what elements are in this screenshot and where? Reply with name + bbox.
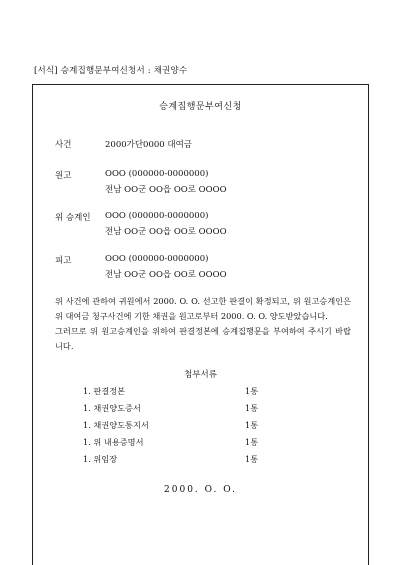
attachment-qty: 1통 <box>245 454 259 464</box>
document-frame <box>32 84 369 565</box>
defendant-name: OOO (000000-0000000) <box>105 254 209 264</box>
body-paragraph: 위 사건에 관하여 귀원에서 2000. O. O. 선고한 판결이 확정되고, 위 원고승계인은 위 대여금 청구사건에 기한 채권을 원고로부터 2000. O. O. 양도받았습니다. <box>55 296 351 321</box>
defendant-label: 피고 <box>55 256 72 266</box>
attachment-name: 1. 판결정본 <box>83 386 126 396</box>
filing-date: 2000. O. O. <box>164 485 237 495</box>
attachment-qty: 1통 <box>245 437 259 447</box>
body-paragraph: 그러므로 위 원고승계인을 위하여 판결정본에 승계집행문을 부여하여 주시기 바랍니다. <box>55 326 351 351</box>
attachments-title: 첨부서류 <box>184 370 217 380</box>
request-body <box>55 294 351 354</box>
attachment-name: 1. 위임장 <box>83 454 118 464</box>
case-value: 2000가단0000 대여금 <box>105 140 193 150</box>
plaintiff-address: 전남 OO군 OO읍 OO로 OOOO <box>105 185 227 195</box>
case-label: 사건 <box>55 140 72 150</box>
attachment-name: 1. 위 내용증명서 <box>83 437 144 447</box>
form-caption: [서식] 승계집행문부여신청서 : 채권양수 <box>34 66 188 76</box>
attachment-qty: 1통 <box>245 403 259 413</box>
attachment-name: 1. 채권양도통지서 <box>83 420 149 430</box>
document-title: 승계집행문부여신청 <box>159 102 242 112</box>
defendant-address: 전남 OO군 OO읍 OO로 OOOO <box>105 270 227 280</box>
successor-name: OOO (000000-0000000) <box>105 211 209 221</box>
plaintiff-label: 원고 <box>55 171 72 181</box>
successor-label: 위 승계인 <box>55 213 91 223</box>
attachment-qty: 1통 <box>245 420 259 430</box>
attachment-qty: 1통 <box>245 386 259 396</box>
plaintiff-name: OOO (000000-0000000) <box>105 169 209 179</box>
successor-address: 전남 OO군 OO읍 OO로 OOOO <box>105 227 227 237</box>
attachment-name: 1. 채권양도증서 <box>83 403 141 413</box>
